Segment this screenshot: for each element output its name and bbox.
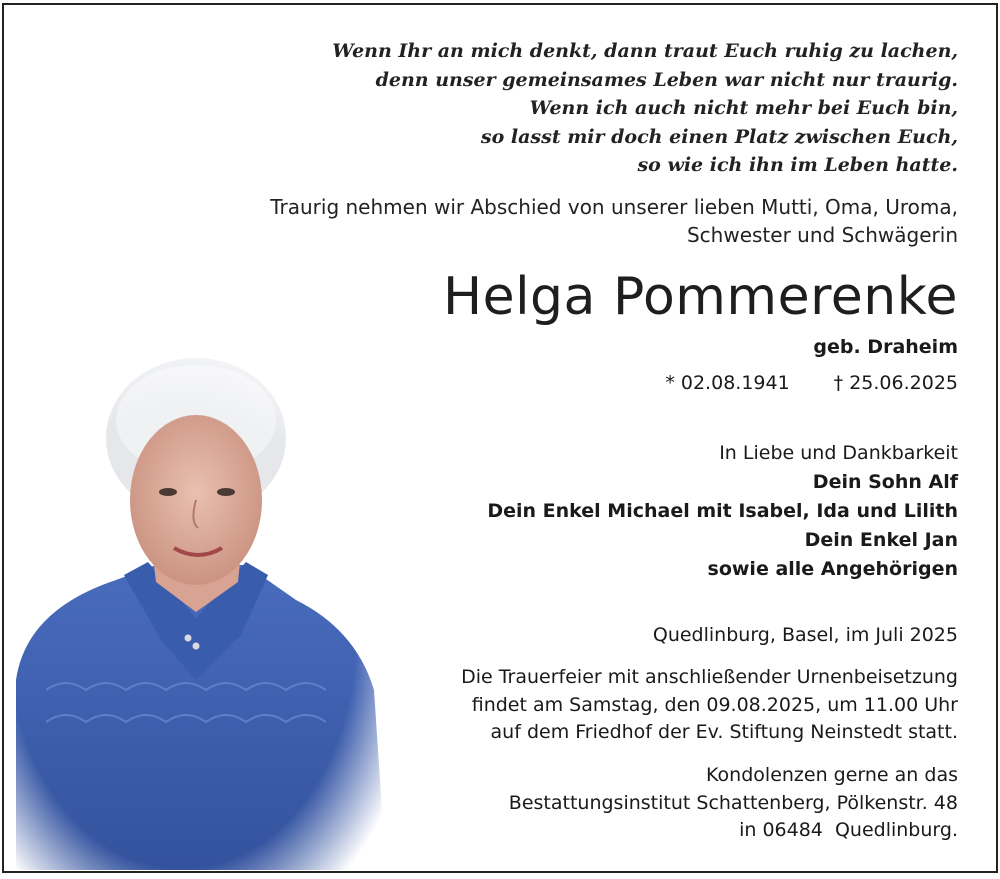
mourner-name: Dein Enkel Michael mit Isabel, Ida und Lilith — [487, 500, 958, 522]
condolence-line: Bestattungsinstitut Schattenberg, Pölkenstr. 48 — [508, 791, 958, 814]
deceased-name: Helga Pommerenke — [443, 267, 958, 327]
portrait-photo — [6, 350, 396, 870]
maiden-name: geb. Draheim — [813, 336, 958, 358]
ceremony-line: findet am Samstag, den 09.08.2025, um 11.00 Uhr — [471, 693, 958, 716]
ceremony-line: Die Trauerfeier mit anschließender Urnenbeisetzung — [461, 666, 958, 688]
mourner-name: Dein Sohn Alf — [812, 471, 958, 493]
condolence-line: Kondolenzen gerne an das — [706, 764, 958, 786]
intro-line: Schwester und Schwägerin — [686, 223, 958, 247]
place-date: Quedlinburg, Basel, im Juli 2025 — [652, 624, 958, 646]
mourners-block — [487, 439, 958, 584]
poem-line: Wenn Ihr an mich denkt, dann traut Euch ruhig zu lachen, — [332, 40, 958, 62]
poem-line: denn unser gemeinsames Leben war nicht nur traurig. — [375, 68, 958, 91]
birth-date: * 02.08.1941 — [665, 372, 790, 394]
mourner-name: Dein Enkel Jan — [804, 529, 958, 551]
condolences-info — [509, 762, 958, 845]
poem — [332, 37, 958, 180]
ceremony-info — [461, 664, 958, 747]
condolence-line: in 06484 Quedlinburg. — [739, 819, 958, 841]
obituary-notice — [2, 3, 998, 873]
life-dates — [665, 369, 958, 397]
farewell-intro — [270, 193, 958, 249]
poem-line: so wie ich ihn im Leben hatte. — [637, 154, 958, 176]
poem-line: so lasst mir doch einen Platz zwischen Euch, — [480, 125, 958, 148]
death-date: † 25.06.2025 — [833, 372, 958, 394]
mourners-lead: In Liebe und Dankbarkeit — [719, 442, 958, 464]
ceremony-line: auf dem Friedhof der Ev. Stiftung Neinstedt statt. — [490, 721, 958, 743]
poem-line: Wenn ich auch nicht mehr bei Euch bin, — [529, 97, 958, 119]
intro-line: Traurig nehmen wir Abschied von unserer lieben Mutti, Oma, Uroma, — [270, 195, 958, 219]
mourner-name: sowie alle Angehörigen — [707, 558, 958, 580]
